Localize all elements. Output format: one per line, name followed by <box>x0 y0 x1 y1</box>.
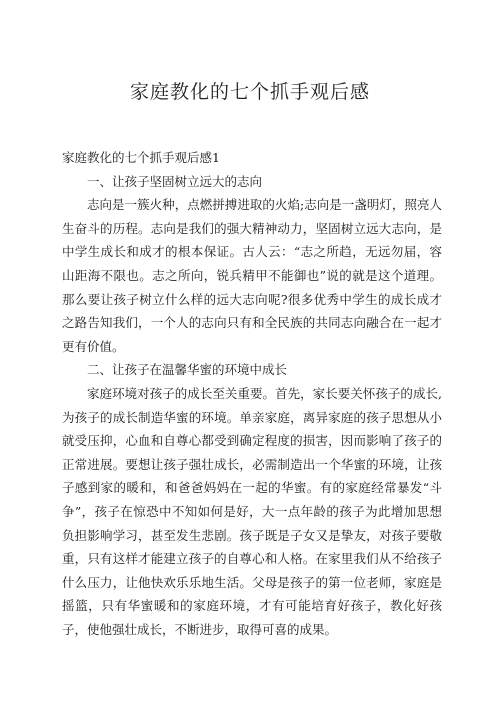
paragraph-1: 志向是一簇火种，点燃拼搏进取的火焰;志向是一盏明灯，照亮人生奋斗的历程。志向是我们的强大精神动力，坚固树立远大志向，是中学生成长和成才的根本保证。古人云：“志之所趋，无远勿届，容山距海不限也。志之所向，锐兵精甲不能御也”说的就是这个道理。那么要让孩子树立什么样的远大志向呢?很多优秀中学生的成长成才之路告知我们，一个人的志向只有和全民族的共同志向融合在一起才更有价值。 <box>62 197 442 354</box>
subheading-1: 一、让孩子坚固树立远大的志向 <box>87 173 263 189</box>
document-body <box>62 146 442 641</box>
document-title: 家庭教化的七个抓手观后感 <box>129 81 370 103</box>
subheading-2: 二、让孩子在温馨华蜜的环境中成长 <box>87 362 288 378</box>
paragraph-2: 家庭环境对孩子的成长至关重要。首先，家长要关怀孩子的成长,为孩子的成长制造华蜜的环境。单亲家庭，离异家庭的孩子思想从小就受压抑，心血和自尊心都受到确定程度的损害，因而影响了孩子的正常进展。要想让孩子强壮成长，必需制造出一个华蜜的环境，让孩子感到家的暖和，和爸爸妈妈在一起的华蜜。有的家庭经常暴发“斗争”，孩子在惊恐中不知如何是好，大一点年龄的孩子为此增加思想负担影响学习，甚至发生悲剧。孩子既是子女又是挚友，对孩子要敬重，只有这样才能建立孩子的自尊心和人格。在家里我们从不给孩子什么压力，让他快欢乐乐地生活。父母是孩子的第一位老师，家庭是摇篮，只有华蜜暖和的家庭环境，才有可能培育好孩子，教化好孩子，使他强壮成长，不断进步，取得可喜的成果。 <box>62 385 442 637</box>
section-heading: 家庭教化的七个抓手观后感1 <box>62 150 220 165</box>
